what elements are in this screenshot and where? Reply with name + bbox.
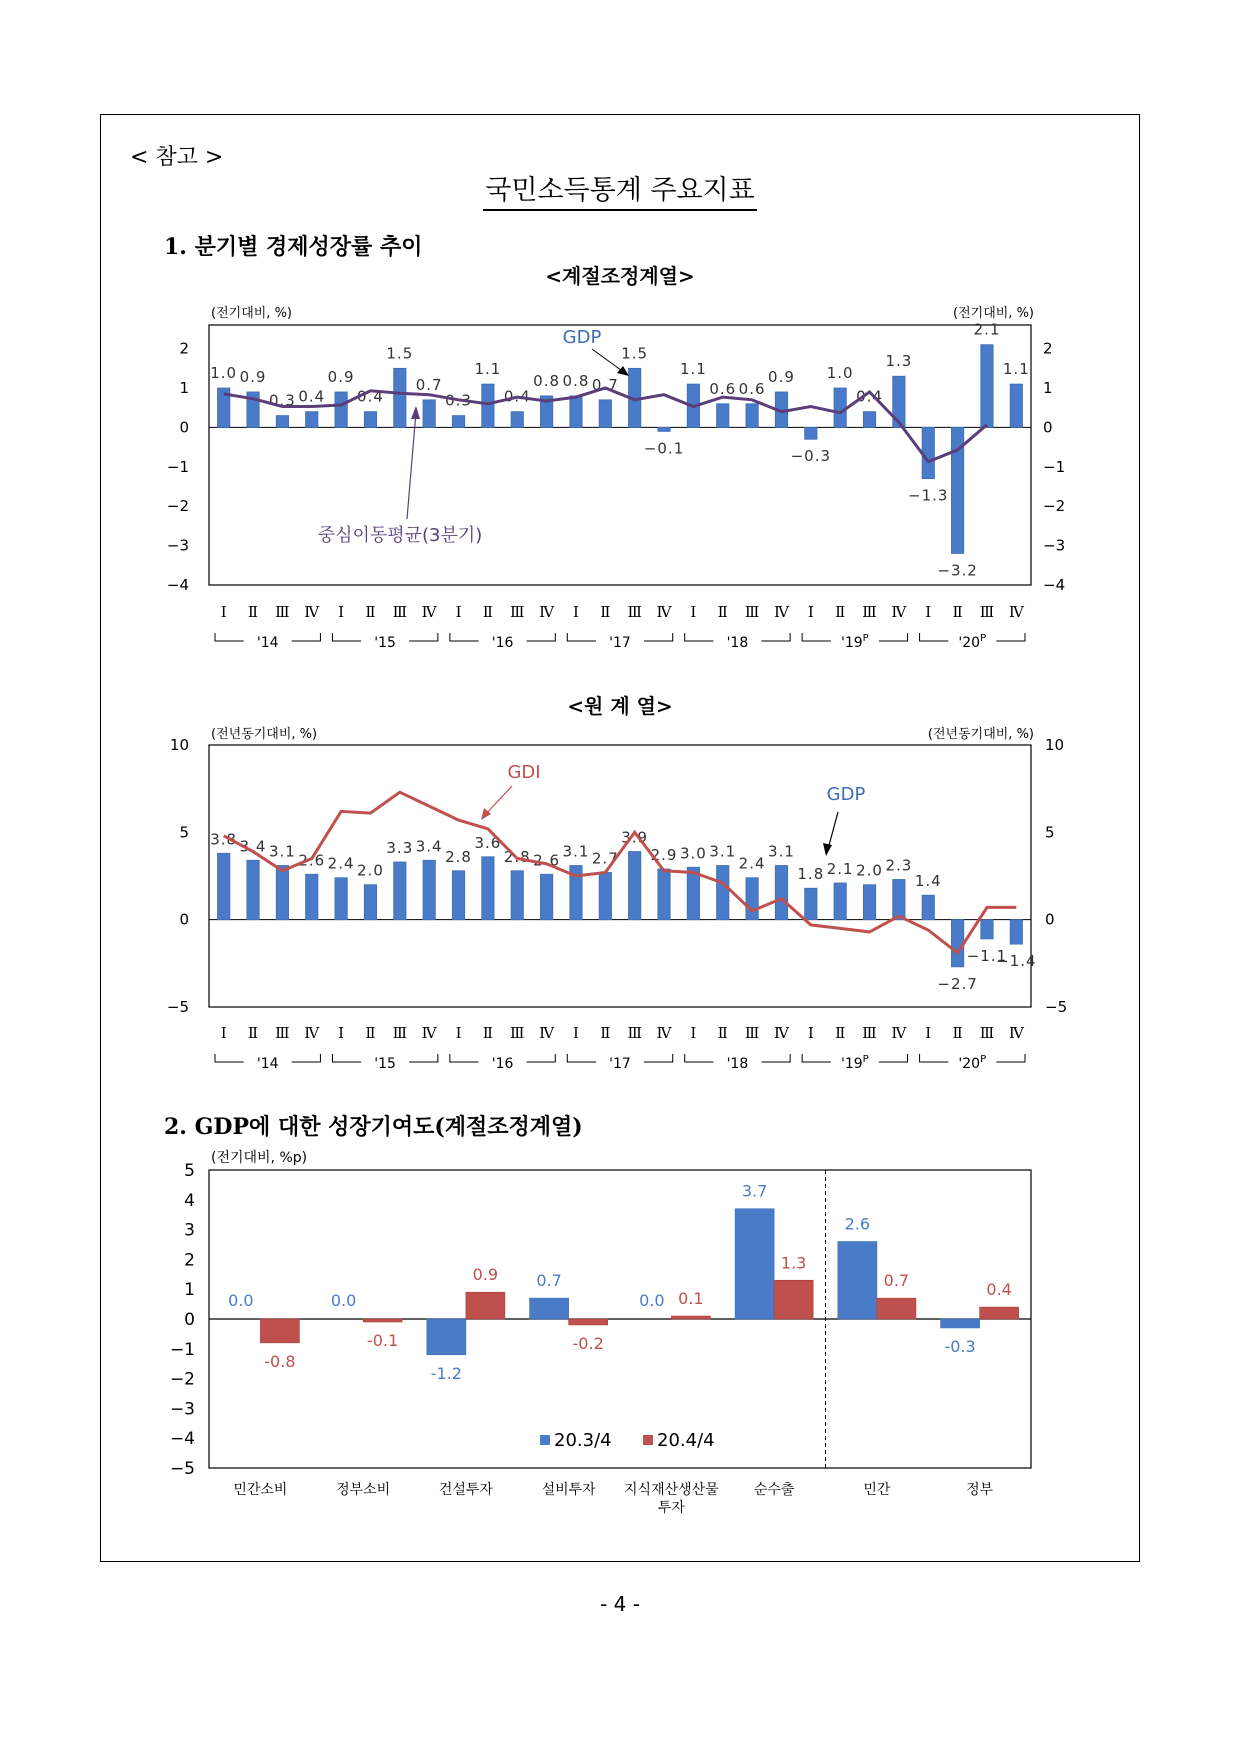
year-label: '17 — [609, 635, 631, 651]
year-label: '$20^P$ — [958, 1054, 987, 1072]
gdp-bar-value-label: −1.1 — [966, 946, 1008, 965]
quarter-tick-label: Ⅲ — [510, 603, 525, 621]
y-tick-label-right: −3 — [1043, 536, 1066, 555]
series-20-4q-value-label: 1.3 — [780, 1253, 807, 1273]
category-label: 설비투자 — [541, 1482, 596, 1498]
quarter-tick-label: Ⅰ — [807, 603, 814, 621]
series-20-3q-bar — [941, 1319, 980, 1328]
y-tick-label-left: −2 — [166, 497, 189, 516]
gdp-bar-value-label: 2.4 — [327, 854, 355, 873]
quarter-tick-label: Ⅰ — [925, 603, 932, 621]
y-tick-label: 5 — [184, 1161, 195, 1181]
quarter-tick-label: Ⅳ — [421, 1024, 437, 1042]
quarter-tick-label: Ⅰ — [338, 603, 345, 621]
series-20-4q-value-label: 0.7 — [883, 1271, 910, 1291]
gdp-bar-value-label: 3.4 — [415, 837, 443, 856]
year-label: '$19^P$ — [841, 633, 869, 651]
chart2-subtitle: <원 계 열> — [567, 694, 673, 718]
y-tick-label-right: 0 — [1043, 418, 1053, 437]
gdp-bar-value-label: 0.4 — [503, 387, 531, 406]
quarter-tick-label: Ⅰ — [455, 1024, 462, 1042]
quarter-tick-label: Ⅱ — [835, 1024, 846, 1042]
year-label: '18 — [726, 635, 749, 651]
gdp-bar-value-label: 0.4 — [357, 387, 384, 406]
series-20-4q-value-label: 0.9 — [472, 1265, 499, 1285]
quarter-tick-label: Ⅲ — [275, 1024, 290, 1042]
gdp-bar-value-label: 3.6 — [474, 833, 502, 852]
category-label: 민간 — [863, 1482, 891, 1498]
gdp-bar-value-label: −3.2 — [937, 561, 978, 580]
gdp-bar-value-label: 2.8 — [503, 847, 531, 866]
quarter-tick-label: Ⅳ — [539, 603, 555, 621]
y-tick-label: −3 — [169, 1399, 195, 1420]
quarter-tick-label: Ⅰ — [807, 1024, 814, 1042]
series-20-4q-bar — [877, 1298, 916, 1319]
series-20-4q-bar — [671, 1316, 710, 1319]
y-tick-label-right: −2 — [1043, 497, 1066, 516]
quarter-tick-label: Ⅰ — [572, 603, 579, 621]
quarter-tick-label: Ⅱ — [247, 603, 259, 621]
quarter-tick-label: Ⅱ — [952, 603, 963, 621]
quarter-tick-label: Ⅳ — [304, 1024, 320, 1042]
gdp-bar-value-label: 0.8 — [533, 371, 561, 390]
y-tick-label-right: −5 — [1045, 998, 1068, 1016]
series-20-4q-bar — [363, 1319, 402, 1322]
y-tick-label-right: 10 — [1045, 736, 1065, 754]
quarter-tick-label: Ⅲ — [862, 603, 877, 621]
gdp-bar-value-label: 3.1 — [268, 842, 296, 861]
gdp-bar-value-label: 3.4 — [239, 837, 267, 856]
series-20-3q-value-label: 2.6 — [844, 1214, 871, 1234]
gdp-annotation: GDP — [826, 784, 866, 805]
quarter-tick-label: Ⅱ — [365, 603, 376, 621]
legend-swatch-20-4q — [643, 1435, 653, 1445]
quarter-tick-label: Ⅰ — [690, 603, 697, 621]
gdp-bar-value-label: 2.7 — [591, 849, 619, 868]
gdp-bar-value-label: 3.8 — [210, 830, 238, 849]
series-20-3q-bar — [427, 1319, 466, 1355]
gdp-bar-value-label: 2.6 — [298, 851, 326, 870]
category-label: 순수출 — [753, 1482, 795, 1498]
gdp-bar-value-label: 1.1 — [1002, 360, 1030, 379]
y-tick-label: 0 — [184, 1310, 195, 1330]
quarter-tick-label: Ⅲ — [979, 1024, 995, 1042]
series-20-3q-value-label: 0.0 — [639, 1291, 665, 1310]
gdp-bar-value-label: 1.8 — [797, 865, 825, 884]
y-tick-label-left: 5 — [179, 823, 189, 842]
y-tick-label-right: −1 — [1043, 457, 1066, 476]
gdp-bar-value-label: 1.1 — [474, 360, 502, 379]
quarter-tick-label: Ⅲ — [744, 1024, 760, 1042]
quarter-tick-label: Ⅰ — [220, 1024, 227, 1042]
series-20-3q-bar — [735, 1209, 774, 1319]
y-tick-label: −4 — [169, 1429, 195, 1450]
gdp-bar-value-label: 0.9 — [239, 367, 267, 386]
gdp-bar-value-label: 1.1 — [679, 360, 707, 379]
section2-title: 2. GDP에 대한 성장기여도(계절조정계열) — [164, 1114, 583, 1140]
quarter-tick-label: Ⅱ — [600, 1024, 611, 1042]
category-label: 지식재산생산물 — [624, 1482, 719, 1498]
gdp-bar-value-label: −2.7 — [937, 974, 978, 993]
section1-title: 1. 분기별 경제성장률 추이 — [164, 234, 423, 260]
year-label: '17 — [609, 1056, 631, 1072]
gdp-bar-value-label: −1.3 — [908, 486, 949, 505]
gdp-bar-value-label: 0.6 — [738, 379, 766, 398]
series-20-4q-bar — [466, 1292, 505, 1319]
gdp-bar-value-label: 2.8 — [445, 847, 472, 866]
gdp-bar-value-label: 2.0 — [357, 861, 384, 880]
quarter-tick-label: Ⅰ — [690, 1024, 697, 1042]
y-tick-label-left: 2 — [179, 339, 189, 358]
quarter-tick-label: Ⅳ — [891, 603, 907, 621]
y-unit-left: (전기대비, %) — [211, 306, 292, 321]
quarter-tick-label: Ⅲ — [275, 603, 290, 621]
category-label: 건설투자 — [438, 1482, 493, 1498]
series-20-3q-value-label: -1.2 — [430, 1363, 462, 1383]
gdp-bar-value-label: 0.8 — [562, 371, 590, 390]
quarter-tick-label: Ⅱ — [482, 603, 493, 621]
year-label: '14 — [256, 635, 279, 651]
category-label: 투자 — [657, 1500, 685, 1516]
gdp-bar-value-label: 1.4 — [914, 872, 942, 891]
legend-swatch-20-3q — [540, 1435, 550, 1445]
quarter-tick-label: Ⅳ — [1008, 1024, 1024, 1042]
series-20-3q-value-label: 3.7 — [741, 1181, 768, 1201]
year-label: '$20^P$ — [958, 633, 987, 651]
quarter-tick-label: Ⅳ — [656, 603, 672, 621]
quarter-tick-label: Ⅱ — [482, 1024, 493, 1042]
y-tick-label-right: 5 — [1045, 823, 1055, 842]
gdp-bar-value-label: 0.3 — [445, 391, 472, 410]
gdp-bar-value-label: 2.0 — [856, 861, 883, 880]
legend-label-20-4q: 20.4/4 — [657, 1430, 715, 1451]
year-label: '16 — [491, 1056, 514, 1072]
document-title: 국민소득통계 주요지표 — [0, 168, 1240, 207]
gdp-bar-value-label: 2.3 — [885, 856, 913, 875]
gdp-bar-value-label: 3.0 — [679, 844, 707, 863]
quarter-tick-label: Ⅲ — [392, 1024, 408, 1042]
legend-label-20-3q: 20.3/4 — [554, 1430, 612, 1451]
y-tick-label: 2 — [184, 1250, 195, 1271]
quarter-tick-label: Ⅳ — [1008, 603, 1024, 621]
y-tick-label-left: 1 — [179, 379, 189, 398]
gdp-bar-value-label: −1.4 — [996, 952, 1037, 971]
y-tick-label: −5 — [169, 1459, 195, 1479]
year-label: '18 — [726, 1056, 749, 1072]
gdp-bar-value-label: 2.4 — [738, 854, 766, 873]
gdp-annotation: GDP — [562, 327, 602, 348]
quarter-tick-label: Ⅱ — [600, 603, 611, 621]
y-tick-label-left: −3 — [166, 536, 189, 555]
year-label: '16 — [491, 635, 514, 651]
series-20-3q-bar — [530, 1298, 569, 1319]
gdp-bar-value-label: 1.0 — [210, 364, 238, 383]
y-tick-label: 3 — [184, 1220, 195, 1241]
year-label: '15 — [374, 635, 396, 651]
quarter-tick-label: Ⅱ — [717, 603, 728, 621]
gdp-bar-value-label: 0.3 — [268, 391, 296, 410]
quarter-tick-label: Ⅲ — [862, 1024, 877, 1042]
gdp-bar-value-label: 3.1 — [768, 842, 795, 861]
y-tick-label-right: 0 — [1045, 910, 1055, 929]
gdp-bar-value-label: 1.3 — [885, 352, 913, 371]
quarter-tick-label: Ⅲ — [510, 1024, 525, 1042]
quarter-tick-label: Ⅲ — [627, 603, 642, 621]
quarter-tick-label: Ⅳ — [773, 1024, 789, 1042]
quarter-tick-label: Ⅳ — [891, 1024, 907, 1042]
page-number: - 4 - — [600, 1592, 640, 1616]
y-tick-label-left: −5 — [166, 998, 189, 1016]
series-20-4q-value-label: 0.1 — [678, 1289, 704, 1309]
quarter-tick-label: Ⅱ — [247, 1024, 259, 1042]
year-label: '15 — [374, 1056, 396, 1072]
quarter-tick-label: Ⅱ — [835, 603, 846, 621]
y-tick-label-left: 0 — [179, 910, 189, 929]
quarter-tick-label: Ⅰ — [925, 1024, 932, 1042]
y-tick-label: −1 — [169, 1339, 195, 1360]
gdp-bar-value-label: 3.3 — [386, 839, 414, 858]
category-label: 정부소비 — [336, 1482, 391, 1498]
gdp-bar-value-label: −0.1 — [643, 439, 685, 458]
gdp-bar-value-label: 0.9 — [327, 367, 355, 386]
y-tick-label: 1 — [184, 1280, 195, 1301]
moving-average-annotation: 중심이동평균(3분기) — [317, 525, 483, 546]
gdp-bar-value-label: 0.4 — [856, 387, 883, 406]
quarter-tick-label: Ⅱ — [952, 1024, 963, 1042]
gdp-bar-value-label: 2.9 — [650, 846, 678, 865]
gdp-bar-value-label: 1.0 — [826, 364, 854, 383]
quarter-tick-label: Ⅱ — [717, 1024, 728, 1042]
quarter-tick-label: Ⅲ — [979, 603, 995, 621]
series-20-3q-value-label: 0.0 — [228, 1291, 254, 1310]
quarter-tick-label: Ⅳ — [421, 603, 437, 621]
quarter-tick-label: Ⅲ — [627, 1024, 642, 1042]
gdp-bar-value-label: −0.3 — [790, 447, 832, 466]
y-tick-label-left: −4 — [166, 576, 189, 594]
series-20-3q-value-label: -0.3 — [944, 1336, 976, 1356]
gdp-bar-value-label: 0.7 — [591, 375, 619, 394]
quarter-tick-label: Ⅱ — [365, 1024, 376, 1042]
series-20-4q-bar — [774, 1280, 813, 1319]
quarter-tick-label: Ⅳ — [539, 1024, 555, 1042]
gdi-annotation: GDI — [507, 762, 541, 783]
y-tick-label-left: 0 — [179, 418, 189, 437]
quarter-tick-label: Ⅲ — [744, 603, 760, 621]
series-20-4q-bar — [260, 1319, 299, 1343]
gdp-bar-value-label: 2.6 — [533, 851, 561, 870]
series-20-4q-bar — [569, 1319, 608, 1325]
y-tick-label-left: −1 — [166, 457, 189, 476]
gdp-bar-value-label: 2.1 — [826, 859, 854, 878]
y-tick-label: 4 — [184, 1190, 195, 1211]
y-tick-label-left: 10 — [169, 736, 189, 754]
y-tick-label: −2 — [169, 1369, 195, 1390]
reference-label: < 참고 > — [130, 145, 224, 170]
quarter-tick-label: Ⅲ — [392, 603, 408, 621]
y-tick-label-right: 2 — [1043, 339, 1053, 358]
series-20-3q-value-label: 0.0 — [330, 1291, 357, 1310]
quarter-tick-label: Ⅳ — [304, 603, 320, 621]
category-label: 정부 — [966, 1482, 994, 1498]
y-unit: (전기대비, %p) — [211, 1150, 308, 1166]
y-unit-left: (전년동기대비, %) — [211, 727, 318, 742]
series-20-4q-value-label: -0.1 — [367, 1330, 399, 1350]
series-20-4q-value-label: 0.4 — [986, 1280, 1012, 1300]
quarter-tick-label: Ⅰ — [572, 1024, 579, 1042]
gdp-bar-value-label: 3.1 — [562, 842, 590, 861]
quarter-tick-label: Ⅰ — [220, 603, 227, 621]
category-label: 민간소비 — [233, 1482, 288, 1498]
gdp-bar-value-label: 0.4 — [298, 387, 326, 406]
series-20-3q-value-label: 0.7 — [536, 1271, 562, 1291]
quarter-tick-label: Ⅰ — [338, 1024, 345, 1042]
series-20-3q-bar — [838, 1242, 877, 1319]
y-tick-label-right: −4 — [1043, 576, 1066, 594]
year-label: '$19^P$ — [841, 1054, 869, 1072]
gdp-bar-value-label: 1.5 — [386, 344, 414, 363]
series-20-4q-value-label: -0.8 — [264, 1351, 296, 1371]
y-unit-right: (전년동기대비, %) — [927, 727, 1034, 742]
quarter-tick-label: Ⅳ — [656, 1024, 672, 1042]
gdp-bar-value-label: 0.6 — [709, 379, 737, 398]
gdp-bar-value-label: 0.9 — [768, 367, 795, 386]
series-20-4q-value-label: -0.2 — [572, 1333, 604, 1353]
quarter-tick-label: Ⅰ — [455, 603, 462, 621]
quarter-tick-label: Ⅳ — [773, 603, 789, 621]
series-20-4q-bar — [980, 1307, 1019, 1319]
gdp-bar-value-label: 3.1 — [709, 842, 737, 861]
y-tick-label-right: 1 — [1043, 379, 1053, 398]
gdp-bar-value-label: 0.7 — [415, 375, 443, 394]
year-label: '14 — [256, 1056, 279, 1072]
y-unit-right: (전기대비, %) — [953, 306, 1034, 321]
gdp-bar-value-label: 3.9 — [621, 828, 649, 847]
chart1-subtitle: <계절조정계열> — [545, 264, 695, 288]
gdp-bar-value-label: 1.5 — [621, 344, 649, 363]
gdp-bar-value-label: 2.1 — [973, 320, 1001, 339]
